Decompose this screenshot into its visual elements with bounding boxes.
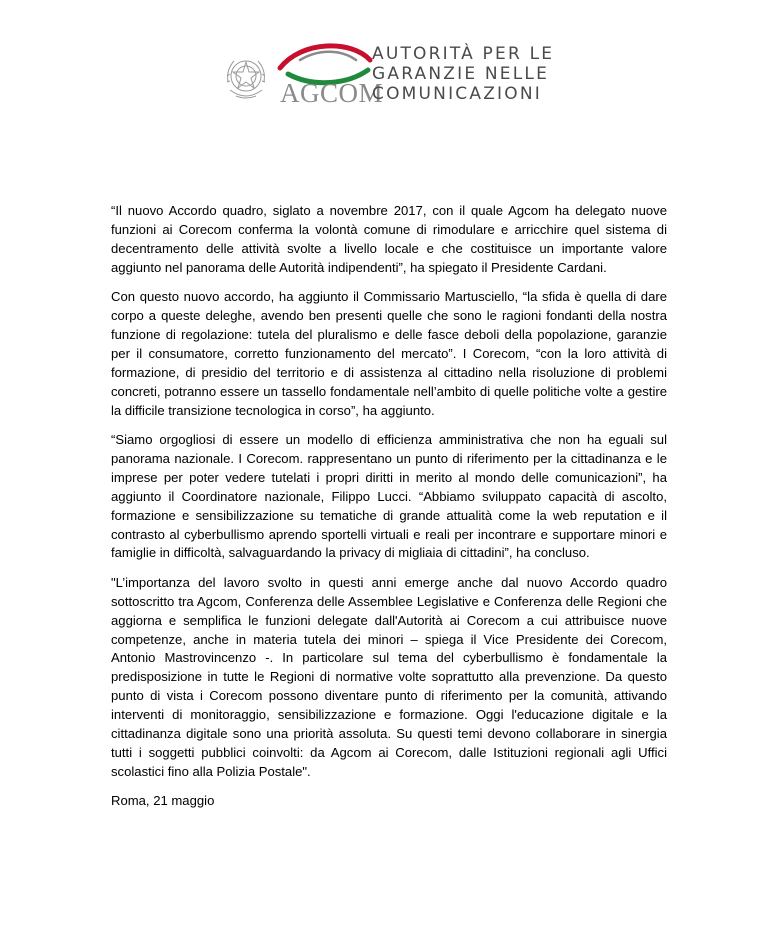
paragraph-martusciello: Con questo nuovo accordo, ha aggiunto il Commissario Martusciello, “la sfida è quella di dare corpo a queste deleghe, avendo ben presenti quelle che sono le ragioni fondanti della nostra funzione di regolazione: tutela del pluralismo e delle fasce deboli della popolazione, garanzie per il consumatore, corretto funzionamento del mercato”. I Corecom, “con la loro attività di formazione, di presidio del territorio e di assistenza al cittadino nella risoluzione di problemi concreti, potranno essere un tassello fondamentale nell’ambito di quelle politiche volte a gestire la difficile transizione tecnologica in corso”, ha aggiunto. — [111, 289, 667, 418]
authority-line-1: AUTORITÀ PER LE — [372, 44, 555, 64]
press-release-body — [111, 202, 667, 822]
paragraph-mastrovincenzo: "L’importanza del lavoro svolto in questi anni emerge anche dal nuovo Accordo quadro sottoscritto tra Agcom, Conferenza delle Assemblee Legislative e Conferenza delle Regioni che aggiorna e semplifica le funzioni delegate dall'Autorità ai Corecom a cui attribuisce nuove competenze, anche in materia tutela dei minori – spiega il Vice Presidente dei Corecom, Antonio Mastrovincenzo -. In particolare sul tema del cyberbullismo è fondamentale la predisposizione in tutte le Regioni di normative volte soprattutto alla prevenzione. Da questo punto di vista i Corecom possono diventare punto di riferimento per la comunità, attivando interventi di monitoraggio, sensibilizzazione e formazione. Oggi l'educazione digitale e la cittadinanza digitale sono una priorità assoluta. Su questi temi devono collaborare in sinergia tutti i soggetti pubblici coinvolti: da Agcom ai Corecom, dalle Istituzioni regionali agli Uffici scolastici fino alla Polizia Postale". — [111, 574, 667, 779]
authority-line-2: GARANZIE NELLE — [372, 64, 550, 84]
paragraph-cardani: “Il nuovo Accordo quadro, siglato a novembre 2017, con il quale Agcom ha delegato nuove funzioni ai Corecom conferma la volontà comune di rimodulare e arricchire quel sistema di decentramento delle attività svolte a livello locale e che costituisce un importante valore aggiunto nel panorama delle Autorità indipendenti”, ha spiegato il Presidente Cardani. — [111, 203, 667, 275]
authority-name — [372, 44, 554, 104]
letterhead — [222, 42, 562, 114]
italian-republic-emblem-icon — [222, 52, 270, 104]
paragraph-lucci: “Siamo orgogliosi di essere un modello di efficienza amministrativa che non ha eguali sul panorama nazionale. I Corecom. rappresentano un punto di riferimento per la cittadinanza e le imprese per poter vedere tutelati i propri diritti in merito al mondo delle comunicazioni”, ha aggiunto il Coordinatore nazionale, Filippo Lucci. “Abbiamo sviluppato capacità di ascolto, formazione e sensibilizzazione su tematiche di grande attualità come la web reputation e il contrasto al cyberbullismo aprendo sportelli virtuali e reali per incontrare e supportare minori e famiglie in difficoltà, salvaguardando la privacy di migliaia di cittadini”, ha concluso. — [111, 431, 667, 561]
authority-line-3: COMUNICAZIONI — [372, 84, 542, 104]
agcom-wordmark: AGCOM — [280, 78, 384, 108]
place-date: Roma, 21 maggio — [111, 793, 215, 809]
